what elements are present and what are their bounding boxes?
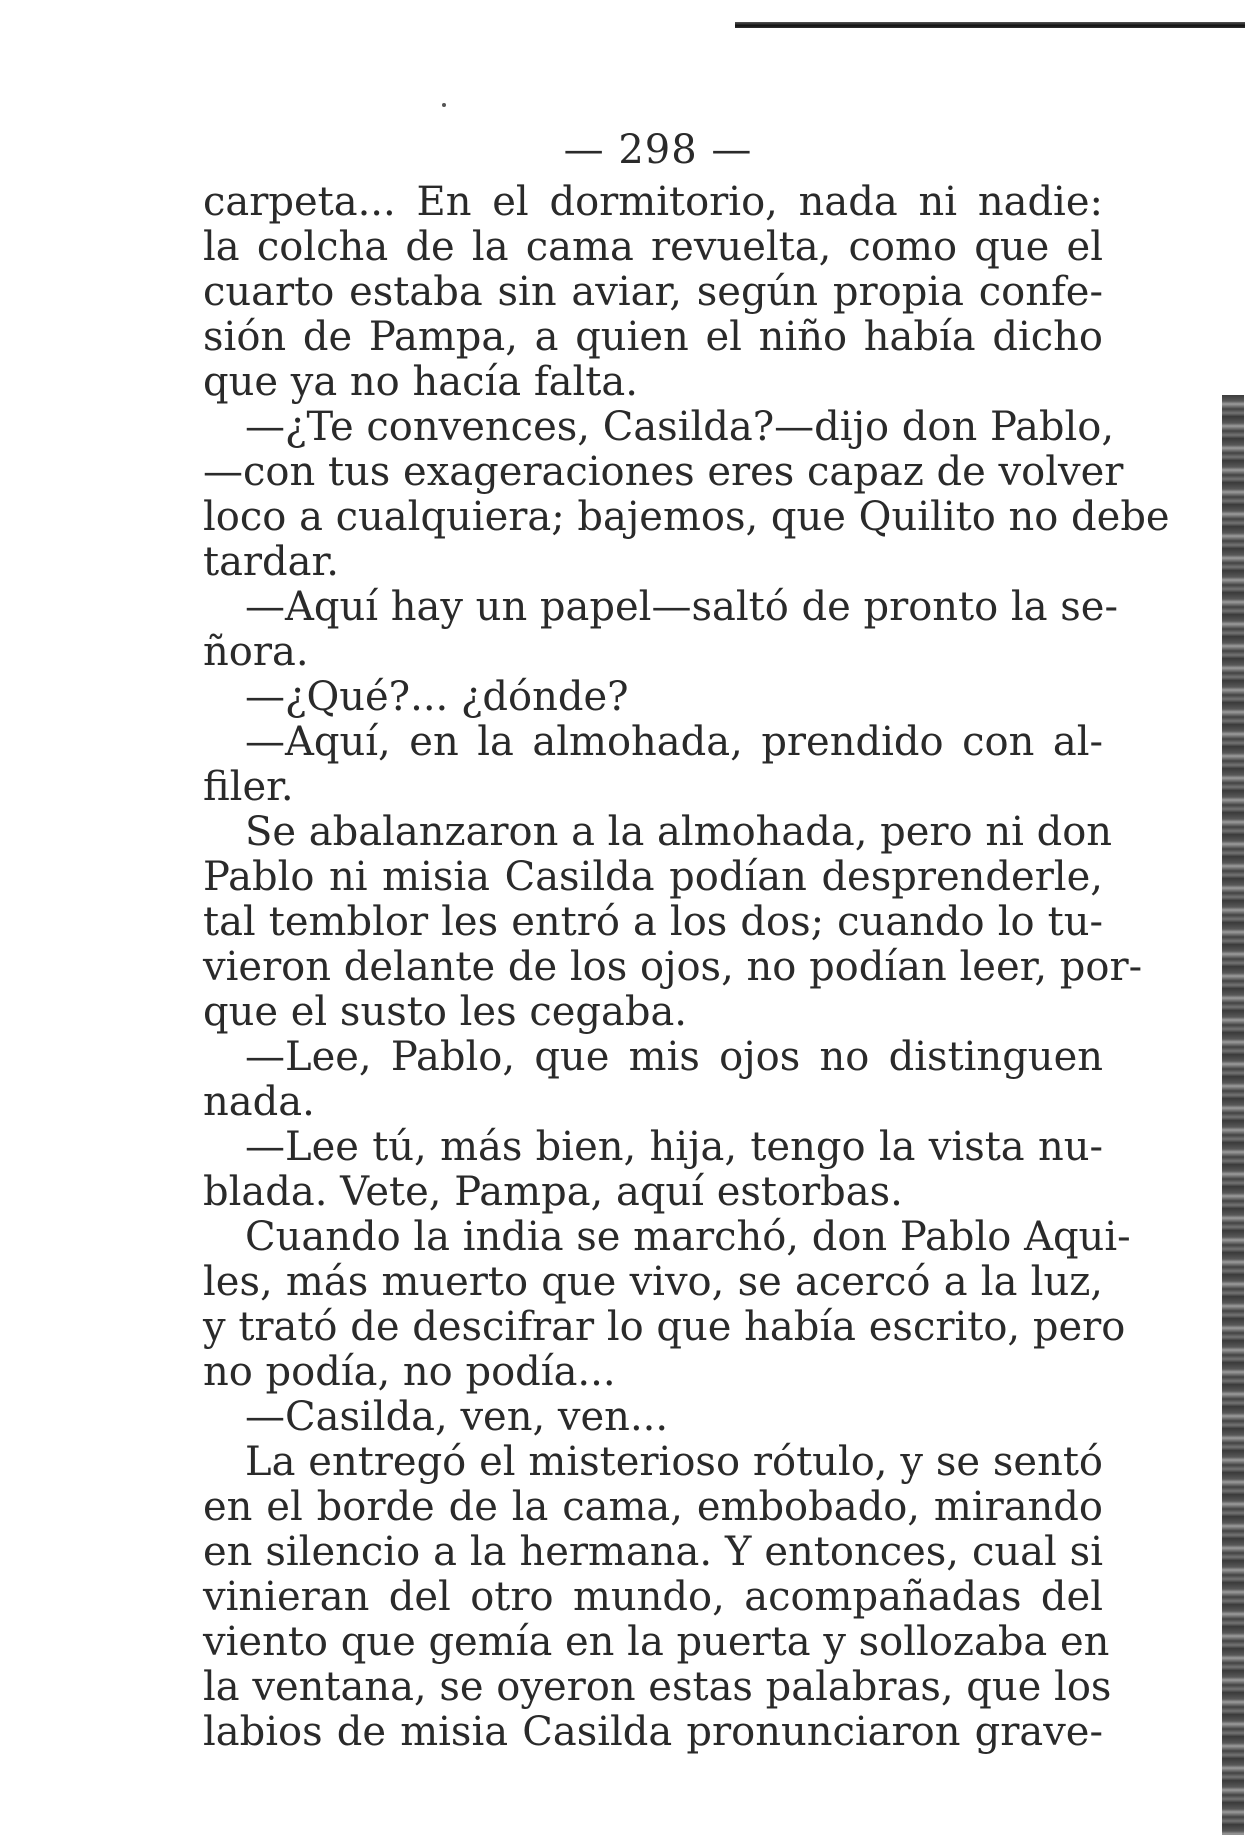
text-line: en el borde de la cama, embobado, mirando [203,1484,1103,1530]
text-line: tardar. [203,539,339,585]
text-line: Cuando la india se marchó, don Pablo Aqui- [245,1214,1131,1260]
body-text [203,179,1170,1755]
text-line: —¿Qué?... ¿dónde? [245,674,629,720]
text-line: nada. [203,1079,315,1125]
text-line: la colcha de la cama revuelta, como que el [203,224,1103,270]
text-line: —Aquí, en la almohada, prendido con al- [245,719,1103,765]
text-line: loco a cualquiera; bajemos, que Quilito no debe [203,494,1170,540]
text-line: ñora. [203,629,309,675]
text-line: vinieran del otro mundo, acompañadas del [203,1574,1103,1620]
top-rule [735,22,1245,28]
text-line: labios de misia Casilda pronunciaron grave- [203,1709,1103,1755]
text-line: tal temblor les entró a los dos; cuando lo tu- [203,899,1103,945]
ink-dot [442,103,446,107]
text-line: viento que gemía en la puerta y sollozaba en [203,1619,1110,1665]
text-line: —Lee tú, más bien, hija, tengo la vista nu- [245,1124,1103,1170]
text-line: —Casilda, ven, ven... [245,1394,669,1440]
text-line: que ya no hacía falta. [203,359,638,405]
text-line: la ventana, se oyeron estas palabras, que los [203,1664,1112,1710]
text-line: cuarto estaba sin aviar, según propia confe- [203,269,1103,315]
book-page [203,120,1170,1755]
page-number: — 298 — [563,127,753,173]
scanned-page-edge [1222,395,1244,1835]
text-line: Se abalanzaron a la almohada, pero ni don [245,809,1113,855]
text-line: —Aquí hay un papel—saltó de pronto la se- [245,584,1118,630]
text-line: que el susto les cegaba. [203,989,688,1035]
text-line: —Lee, Pablo, que mis ojos no distinguen [245,1034,1103,1080]
text-line: sión de Pampa, a quien el niño había dicho [203,314,1103,360]
text-line: carpeta... En el dormitorio, nada ni nadie: [203,179,1103,225]
text-line: La entregó el misterioso rótulo, y se sentó [245,1439,1103,1485]
text-line: blada. Vete, Pampa, aquí estorbas. [203,1169,903,1215]
text-line: no podía, no podía... [203,1349,616,1395]
text-line: —con tus exageraciones eres capaz de volver [203,449,1124,495]
text-line: y trató de descifrar lo que había escrito, pero [203,1304,1126,1350]
text-line: filer. [203,764,294,810]
text-line: en silencio a la hermana. Y entonces, cual si [203,1529,1103,1575]
text-line: Pablo ni misia Casilda podían desprenderle, [203,854,1103,900]
text-line: les, más muerto que vivo, se acercó a la luz, [203,1259,1103,1305]
text-line: —¿Te convences, Casilda?—dijo don Pablo, [245,404,1115,450]
text-line: vieron delante de los ojos, no podían leer, por- [203,944,1143,990]
